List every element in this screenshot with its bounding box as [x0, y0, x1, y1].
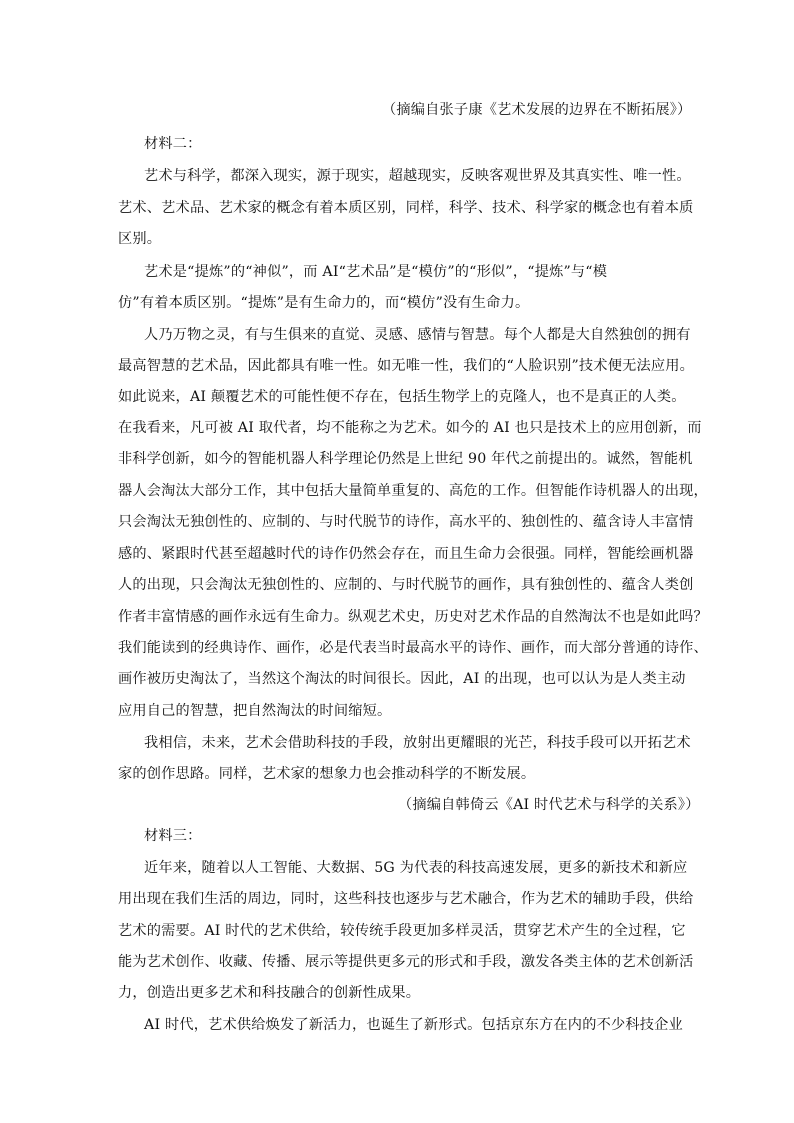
paragraph-line: AI 时代，艺术供给焕发了新活力，也诞生了新形式。包括京东方在内的不少科技企业	[144, 1017, 683, 1033]
source-citation-1: （摘编自张子康《艺术发展的边界在不断拓展》）	[382, 102, 692, 118]
paragraph-line: 人的出现，只会淘汰无独创性的、应制的、与时代脱节的画作，具有独创性的、蕴含人类创	[118, 577, 694, 593]
paragraph-line: 近年来，随着以人工智能、大数据、5G 为代表的科技高速发展，更多的新技术和新应	[144, 860, 688, 876]
paragraph-line: 用出现在我们生活的周边，同时，这些科技也逐步与艺术融合，作为艺术的辅助手段，供给	[118, 891, 694, 907]
paragraph-line: 区别。	[118, 231, 162, 247]
paragraph-line: 作者丰富情感的画作永远有生命力。纵观艺术史，历史对艺术作品的自然淘汰不也是如此吗？	[118, 609, 708, 625]
paragraph-line: 艺术的需要。AI 时代的艺术供给，较传统手段更加多样灵活，贯穿艺术产生的全过程，它	[118, 923, 686, 939]
paragraph-line: 艺术、艺术品、艺术家的概念有着本质区别，同样，科学、技术、科学家的概念也有着本质	[118, 200, 694, 216]
paragraph-line: 器人会淘汰大部分工作，其中包括大量简单重复的、高危的工作。但智能作诗机器人的出现，	[118, 483, 708, 499]
source-citation-2: （摘编自韩倚云《AI 时代艺术与科学的关系》）	[398, 797, 700, 813]
paragraph-line: 感的、紧跟时代甚至超越时代的诗作仍然会存在，而且生命力会很强。同样，智能绘画机器	[118, 546, 694, 562]
paragraph-line: 艺术是“提炼”的“神似”，而 AI“艺术品”是“模仿”的“形似”，“提炼”与“模	[144, 264, 608, 280]
material-3-heading: 材料三：	[144, 828, 202, 844]
paragraph-line: 家的创作思路。同样，艺术家的想象力也会推动科学的不断发展。	[118, 766, 536, 782]
paragraph-line: 画作被历史淘汰了，当然这个淘汰的时间很长。因此，AI 的出现，也可以认为是人类主动	[118, 671, 686, 687]
paragraph-line: 只会淘汰无独创性的、应制的、与时代脱节的诗作，高水平的、独创性的、蕴含诗人丰富情	[118, 514, 694, 530]
paragraph-line: 非科学创新，如今的智能机器人科学理论仍然是上世纪 90 年代之前提出的。诚然，智能机	[118, 451, 693, 467]
paragraph-line: 在我看来，凡可被 AI 取代者，均不能称之为艺术。如今的 AI 也只是技术上的应用创新，而	[118, 420, 702, 436]
paragraph-line: 仿”有着本质区别。“提炼”是有生命力的，而“模仿”没有生命力。	[118, 295, 530, 311]
material-2-heading: 材料二：	[144, 136, 202, 152]
paragraph-line: 我们能读到的经典诗作、画作，必是代表当时最高水平的诗作、画作，而大部分普通的诗作、	[118, 640, 708, 656]
paragraph-line: 人乃万物之灵，有与生俱来的直觉、灵感、感情与智慧。每个人都是大自然独创的拥有	[144, 327, 691, 343]
paragraph-line: 如此说来，AI 颠覆艺术的可能性便不存在，包括生物学上的克隆人，也不是真正的人类。	[118, 389, 686, 405]
paragraph-line: 艺术与科学，都深入现实，源于现实，超越现实，反映客观世界及其真实性、唯一性。	[144, 168, 691, 184]
paragraph-line: 力，创造出更多艺术和科技融合的创新性成果。	[118, 985, 421, 1001]
paragraph-line: 应用自己的智慧，把自然淘汰的时间缩短。	[118, 703, 392, 719]
paragraph-line: 能为艺术创作、收藏、传播、展示等提供更多元的形式和手段，激发各类主体的艺术创新活	[118, 954, 694, 970]
paragraph-line: 我相信，未来，艺术会借助科技的手段，放射出更耀眼的光芒，科技手段可以开拓艺术	[144, 735, 691, 751]
paragraph-line: 最高智慧的艺术品，因此都具有唯一性。如无唯一性，我们的“人脸识别”技术便无法应用。	[118, 358, 695, 374]
